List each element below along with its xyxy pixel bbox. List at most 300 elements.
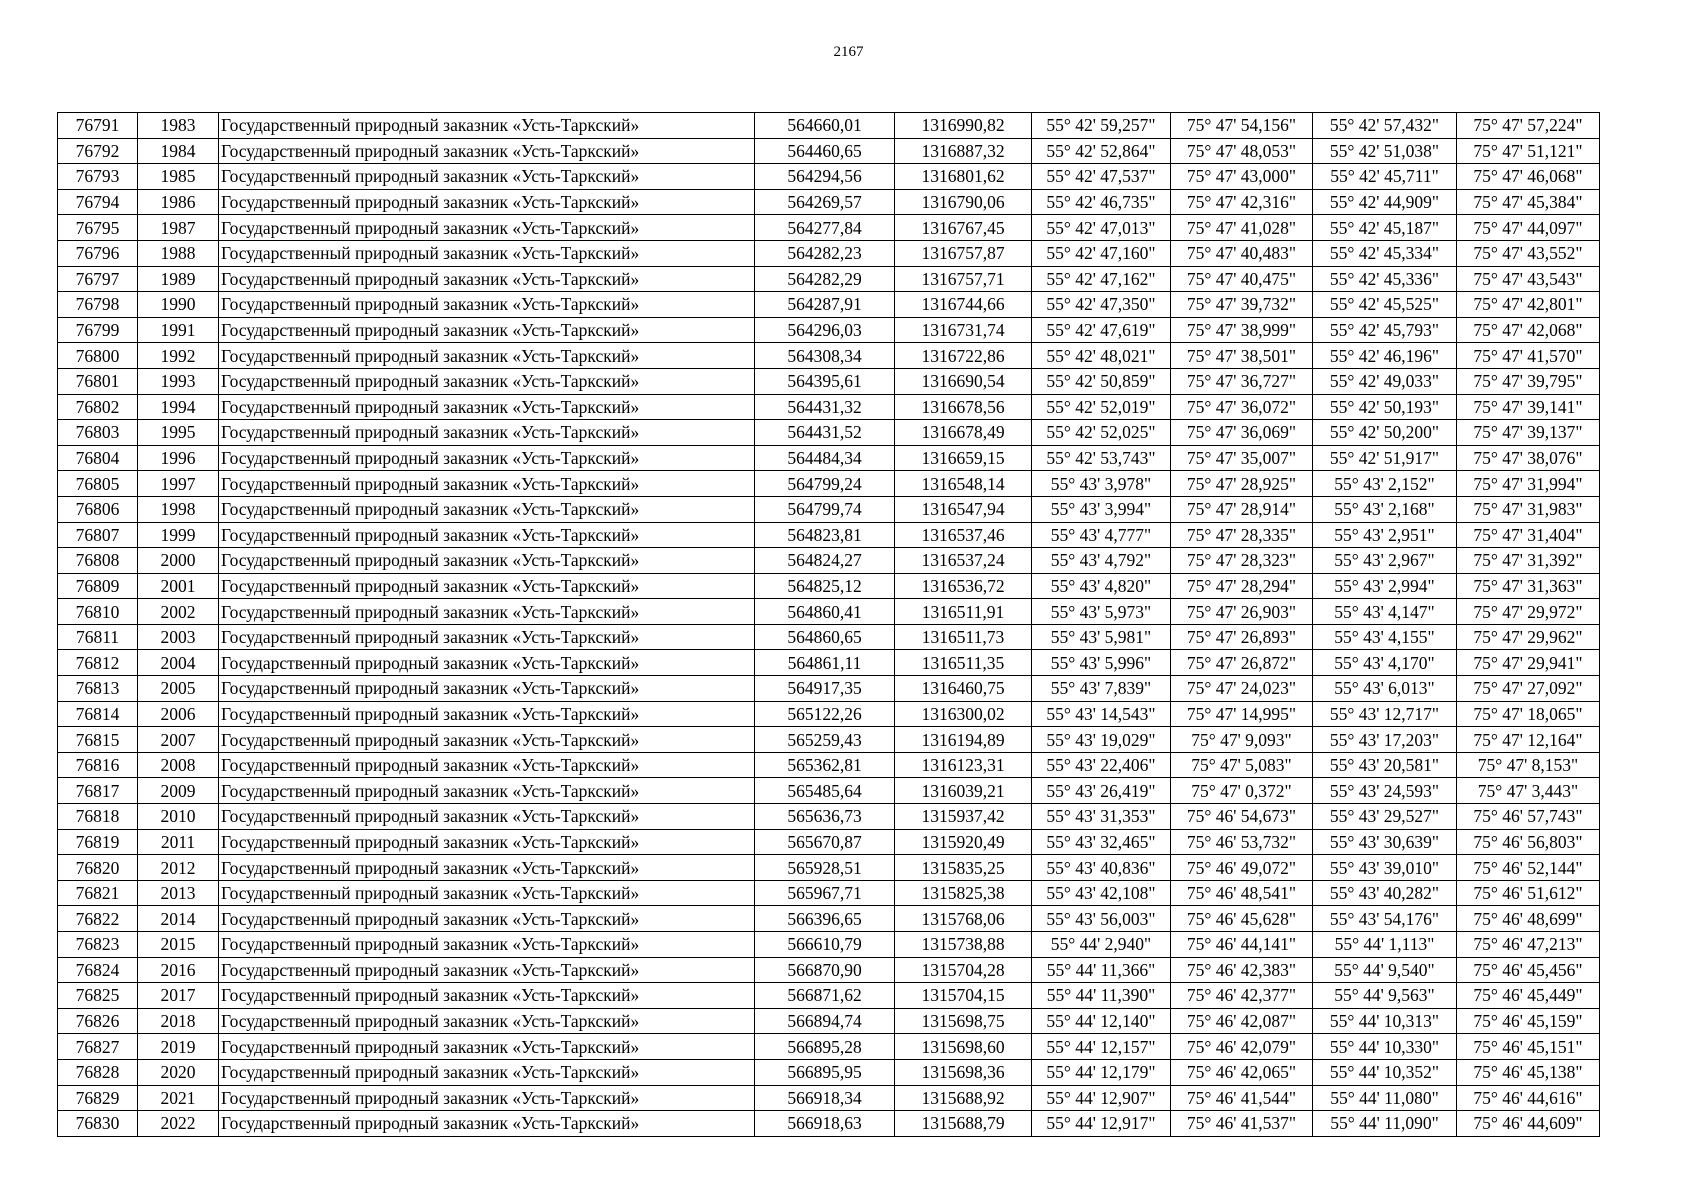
point-number-cell: 2008: [138, 752, 219, 778]
y-coordinate-cell: 1316722,86: [895, 343, 1032, 369]
row-number-cell: 76820: [58, 855, 138, 881]
latitude-1-cell: 55° 42' 47,013": [1032, 215, 1171, 241]
table-row: [58, 829, 1600, 855]
latitude-2-cell: 55° 44' 9,540": [1313, 957, 1457, 983]
point-number-cell: 2014: [138, 906, 219, 932]
longitude-1-cell: 75° 47' 40,475": [1171, 266, 1313, 292]
x-coordinate-cell: 564825,12: [755, 573, 895, 599]
x-coordinate-cell: 564860,65: [755, 624, 895, 650]
table-row: [58, 701, 1600, 727]
longitude-1-cell: 75° 46' 42,377": [1171, 983, 1313, 1009]
territory-name-cell: Государственный природный заказник «Усть-Таркский»: [219, 394, 755, 420]
row-number-cell: 76796: [58, 240, 138, 266]
longitude-2-cell: 75° 47' 8,153": [1457, 752, 1600, 778]
table-row: [58, 548, 1600, 574]
table-row: [58, 394, 1600, 420]
x-coordinate-cell: 564308,34: [755, 343, 895, 369]
longitude-1-cell: 75° 47' 36,727": [1171, 368, 1313, 394]
point-number-cell: 1995: [138, 420, 219, 446]
page-number: 2167: [833, 44, 864, 60]
latitude-1-cell: 55° 43' 5,973": [1032, 599, 1171, 625]
territory-name-cell: Государственный природный заказник «Усть-Таркский»: [219, 906, 755, 932]
table-row: [58, 471, 1600, 497]
point-number-cell: 1996: [138, 445, 219, 471]
territory-name-cell: Государственный природный заказник «Усть-Таркский»: [219, 522, 755, 548]
longitude-1-cell: 75° 47' 38,501": [1171, 343, 1313, 369]
point-number-cell: 2011: [138, 829, 219, 855]
row-number-cell: 76799: [58, 317, 138, 343]
latitude-1-cell: 55° 42' 48,021": [1032, 343, 1171, 369]
latitude-2-cell: 55° 43' 24,593": [1313, 778, 1457, 804]
point-number-cell: 2000: [138, 548, 219, 574]
territory-name-cell: Государственный природный заказник «Усть-Таркский»: [219, 855, 755, 881]
longitude-2-cell: 75° 47' 44,097": [1457, 215, 1600, 241]
y-coordinate-cell: 1316194,89: [895, 727, 1032, 753]
latitude-2-cell: 55° 42' 45,334": [1313, 240, 1457, 266]
longitude-2-cell: 75° 46' 51,612": [1457, 880, 1600, 906]
point-number-cell: 1983: [138, 113, 219, 139]
y-coordinate-cell: 1316039,21: [895, 778, 1032, 804]
y-coordinate-cell: 1315835,25: [895, 855, 1032, 881]
x-coordinate-cell: 564799,74: [755, 496, 895, 522]
x-coordinate-cell: 564294,56: [755, 164, 895, 190]
table-row: [58, 906, 1600, 932]
point-number-cell: 2012: [138, 855, 219, 881]
latitude-2-cell: 55° 43' 39,010": [1313, 855, 1457, 881]
latitude-1-cell: 55° 44' 12,917": [1032, 1111, 1171, 1137]
longitude-1-cell: 75° 47' 40,483": [1171, 240, 1313, 266]
territory-name-cell: Государственный природный заказник «Усть-Таркский»: [219, 957, 755, 983]
latitude-1-cell: 55° 43' 31,353": [1032, 804, 1171, 830]
latitude-2-cell: 55° 43' 54,176": [1313, 906, 1457, 932]
territory-name-cell: Государственный природный заказник «Усть-Таркский»: [219, 1059, 755, 1085]
longitude-2-cell: 75° 47' 31,363": [1457, 573, 1600, 599]
territory-name-cell: Государственный природный заказник «Усть-Таркский»: [219, 573, 755, 599]
y-coordinate-cell: 1316536,72: [895, 573, 1032, 599]
table-row: [58, 752, 1600, 778]
territory-name-cell: Государственный природный заказник «Усть-Таркский»: [219, 829, 755, 855]
longitude-2-cell: 75° 47' 31,994": [1457, 471, 1600, 497]
row-number-cell: 76808: [58, 548, 138, 574]
y-coordinate-cell: 1316537,46: [895, 522, 1032, 548]
longitude-2-cell: 75° 46' 57,743": [1457, 804, 1600, 830]
table-row: [58, 1008, 1600, 1034]
longitude-2-cell: 75° 47' 18,065": [1457, 701, 1600, 727]
longitude-2-cell: 75° 47' 31,983": [1457, 496, 1600, 522]
table-row: [58, 292, 1600, 318]
table-row: [58, 1034, 1600, 1060]
territory-name-cell: Государственный природный заказник «Усть-Таркский»: [219, 1085, 755, 1111]
y-coordinate-cell: 1316767,45: [895, 215, 1032, 241]
territory-name-cell: Государственный природный заказник «Усть-Таркский»: [219, 804, 755, 830]
latitude-1-cell: 55° 43' 14,543": [1032, 701, 1171, 727]
longitude-1-cell: 75° 47' 36,072": [1171, 394, 1313, 420]
territory-name-cell: Государственный природный заказник «Усть-Таркский»: [219, 189, 755, 215]
latitude-2-cell: 55° 43' 4,147": [1313, 599, 1457, 625]
latitude-2-cell: 55° 43' 20,581": [1313, 752, 1457, 778]
x-coordinate-cell: 564824,27: [755, 548, 895, 574]
row-number-cell: 76827: [58, 1034, 138, 1060]
latitude-2-cell: 55° 43' 4,170": [1313, 650, 1457, 676]
longitude-2-cell: 75° 47' 43,552": [1457, 240, 1600, 266]
longitude-2-cell: 75° 46' 44,616": [1457, 1085, 1600, 1111]
x-coordinate-cell: 566895,28: [755, 1034, 895, 1060]
x-coordinate-cell: 564269,57: [755, 189, 895, 215]
y-coordinate-cell: 1316300,02: [895, 701, 1032, 727]
row-number-cell: 76810: [58, 599, 138, 625]
longitude-1-cell: 75° 47' 38,999": [1171, 317, 1313, 343]
latitude-2-cell: 55° 44' 10,352": [1313, 1059, 1457, 1085]
row-number-cell: 76815: [58, 727, 138, 753]
y-coordinate-cell: 1316757,71: [895, 266, 1032, 292]
latitude-2-cell: 55° 44' 10,313": [1313, 1008, 1457, 1034]
longitude-2-cell: 75° 47' 31,404": [1457, 522, 1600, 548]
longitude-1-cell: 75° 47' 35,007": [1171, 445, 1313, 471]
latitude-2-cell: 55° 44' 1,113": [1313, 932, 1457, 958]
row-number-cell: 76813: [58, 676, 138, 702]
longitude-1-cell: 75° 47' 28,925": [1171, 471, 1313, 497]
territory-name-cell: Государственный природный заказник «Усть-Таркский»: [219, 701, 755, 727]
y-coordinate-cell: 1315698,60: [895, 1034, 1032, 1060]
table-row: [58, 1085, 1600, 1111]
longitude-2-cell: 75° 46' 45,449": [1457, 983, 1600, 1009]
latitude-1-cell: 55° 43' 19,029": [1032, 727, 1171, 753]
latitude-1-cell: 55° 42' 47,537": [1032, 164, 1171, 190]
y-coordinate-cell: 1316744,66: [895, 292, 1032, 318]
point-number-cell: 2013: [138, 880, 219, 906]
y-coordinate-cell: 1315688,92: [895, 1085, 1032, 1111]
coordinates-table-body: [58, 113, 1600, 1137]
latitude-1-cell: 55° 43' 22,406": [1032, 752, 1171, 778]
latitude-2-cell: 55° 42' 50,200": [1313, 420, 1457, 446]
y-coordinate-cell: 1316801,62: [895, 164, 1032, 190]
longitude-1-cell: 75° 47' 26,903": [1171, 599, 1313, 625]
table-row: [58, 496, 1600, 522]
longitude-2-cell: 75° 47' 39,795": [1457, 368, 1600, 394]
point-number-cell: 2002: [138, 599, 219, 625]
table-row: [58, 676, 1600, 702]
latitude-2-cell: 55° 44' 11,080": [1313, 1085, 1457, 1111]
territory-name-cell: Государственный природный заказник «Усть-Таркский»: [219, 1034, 755, 1060]
latitude-2-cell: 55° 42' 46,196": [1313, 343, 1457, 369]
longitude-2-cell: 75° 47' 46,068": [1457, 164, 1600, 190]
point-number-cell: 1994: [138, 394, 219, 420]
longitude-1-cell: 75° 46' 53,732": [1171, 829, 1313, 855]
x-coordinate-cell: 564431,52: [755, 420, 895, 446]
row-number-cell: 76822: [58, 906, 138, 932]
latitude-2-cell: 55° 42' 45,336": [1313, 266, 1457, 292]
latitude-1-cell: 55° 42' 47,160": [1032, 240, 1171, 266]
x-coordinate-cell: 566918,34: [755, 1085, 895, 1111]
y-coordinate-cell: 1316790,06: [895, 189, 1032, 215]
latitude-1-cell: 55° 43' 40,836": [1032, 855, 1171, 881]
row-number-cell: 76816: [58, 752, 138, 778]
latitude-2-cell: 55° 43' 4,155": [1313, 624, 1457, 650]
table-row: [58, 215, 1600, 241]
latitude-1-cell: 55° 42' 46,735": [1032, 189, 1171, 215]
longitude-1-cell: 75° 46' 45,628": [1171, 906, 1313, 932]
longitude-1-cell: 75° 47' 9,093": [1171, 727, 1313, 753]
territory-name-cell: Государственный природный заказник «Усть-Таркский»: [219, 496, 755, 522]
row-number-cell: 76812: [58, 650, 138, 676]
y-coordinate-cell: 1315698,36: [895, 1059, 1032, 1085]
latitude-2-cell: 55° 42' 45,187": [1313, 215, 1457, 241]
territory-name-cell: Государственный природный заказник «Усть-Таркский»: [219, 624, 755, 650]
territory-name-cell: Государственный природный заказник «Усть-Таркский»: [219, 983, 755, 1009]
table-row: [58, 1111, 1600, 1137]
latitude-2-cell: 55° 42' 51,917": [1313, 445, 1457, 471]
latitude-2-cell: 55° 44' 9,563": [1313, 983, 1457, 1009]
table-row: [58, 522, 1600, 548]
x-coordinate-cell: 566610,79: [755, 932, 895, 958]
y-coordinate-cell: 1315704,28: [895, 957, 1032, 983]
table-row: [58, 778, 1600, 804]
latitude-1-cell: 55° 42' 47,619": [1032, 317, 1171, 343]
point-number-cell: 1997: [138, 471, 219, 497]
territory-name-cell: Государственный природный заказник «Усть-Таркский»: [219, 317, 755, 343]
territory-name-cell: Государственный природный заказник «Усть-Таркский»: [219, 266, 755, 292]
point-number-cell: 2005: [138, 676, 219, 702]
territory-name-cell: Государственный природный заказник «Усть-Таркский»: [219, 599, 755, 625]
longitude-1-cell: 75° 47' 41,028": [1171, 215, 1313, 241]
latitude-2-cell: 55° 43' 2,967": [1313, 548, 1457, 574]
longitude-1-cell: 75° 47' 26,893": [1171, 624, 1313, 650]
longitude-1-cell: 75° 47' 28,914": [1171, 496, 1313, 522]
point-number-cell: 2020: [138, 1059, 219, 1085]
point-number-cell: 2004: [138, 650, 219, 676]
row-number-cell: 76800: [58, 343, 138, 369]
longitude-2-cell: 75° 47' 42,068": [1457, 317, 1600, 343]
longitude-2-cell: 75° 47' 39,137": [1457, 420, 1600, 446]
table-row: [58, 1059, 1600, 1085]
x-coordinate-cell: 564431,32: [755, 394, 895, 420]
x-coordinate-cell: 566871,62: [755, 983, 895, 1009]
latitude-2-cell: 55° 42' 44,909": [1313, 189, 1457, 215]
table-row: [58, 138, 1600, 164]
point-number-cell: 2022: [138, 1111, 219, 1137]
latitude-2-cell: 55° 43' 40,282": [1313, 880, 1457, 906]
point-number-cell: 2021: [138, 1085, 219, 1111]
point-number-cell: 2001: [138, 573, 219, 599]
x-coordinate-cell: 564484,34: [755, 445, 895, 471]
point-number-cell: 1992: [138, 343, 219, 369]
longitude-2-cell: 75° 47' 41,570": [1457, 343, 1600, 369]
latitude-2-cell: 55° 42' 45,525": [1313, 292, 1457, 318]
table-row: [58, 113, 1600, 139]
latitude-2-cell: 55° 43' 30,639": [1313, 829, 1457, 855]
territory-name-cell: Государственный природный заказник «Усть-Таркский»: [219, 650, 755, 676]
row-number-cell: 76794: [58, 189, 138, 215]
row-number-cell: 76819: [58, 829, 138, 855]
y-coordinate-cell: 1316537,24: [895, 548, 1032, 574]
row-number-cell: 76807: [58, 522, 138, 548]
y-coordinate-cell: 1315768,06: [895, 906, 1032, 932]
x-coordinate-cell: 564861,11: [755, 650, 895, 676]
row-number-cell: 76814: [58, 701, 138, 727]
latitude-2-cell: 55° 43' 2,951": [1313, 522, 1457, 548]
x-coordinate-cell: 565485,64: [755, 778, 895, 804]
y-coordinate-cell: 1315937,42: [895, 804, 1032, 830]
point-number-cell: 1998: [138, 496, 219, 522]
longitude-2-cell: 75° 46' 48,699": [1457, 906, 1600, 932]
table-row: [58, 599, 1600, 625]
table-row: [58, 317, 1600, 343]
latitude-2-cell: 55° 43' 2,152": [1313, 471, 1457, 497]
longitude-2-cell: 75° 47' 45,384": [1457, 189, 1600, 215]
x-coordinate-cell: 564395,61: [755, 368, 895, 394]
latitude-2-cell: 55° 44' 10,330": [1313, 1034, 1457, 1060]
territory-name-cell: Государственный природный заказник «Усть-Таркский»: [219, 676, 755, 702]
row-number-cell: 76821: [58, 880, 138, 906]
longitude-2-cell: 75° 46' 45,159": [1457, 1008, 1600, 1034]
point-number-cell: 2019: [138, 1034, 219, 1060]
longitude-2-cell: 75° 46' 47,213": [1457, 932, 1600, 958]
table-row: [58, 343, 1600, 369]
y-coordinate-cell: 1316690,54: [895, 368, 1032, 394]
table-row: [58, 240, 1600, 266]
row-number-cell: 76811: [58, 624, 138, 650]
x-coordinate-cell: 565259,43: [755, 727, 895, 753]
y-coordinate-cell: 1316511,35: [895, 650, 1032, 676]
point-number-cell: 1991: [138, 317, 219, 343]
x-coordinate-cell: 565122,26: [755, 701, 895, 727]
longitude-1-cell: 75° 47' 39,732": [1171, 292, 1313, 318]
x-coordinate-cell: 564296,03: [755, 317, 895, 343]
row-number-cell: 76825: [58, 983, 138, 1009]
longitude-2-cell: 75° 46' 45,151": [1457, 1034, 1600, 1060]
table-row: [58, 420, 1600, 446]
y-coordinate-cell: 1316511,91: [895, 599, 1032, 625]
point-number-cell: 1985: [138, 164, 219, 190]
territory-name-cell: Государственный природный заказник «Усть-Таркский»: [219, 240, 755, 266]
territory-name-cell: Государственный природный заказник «Усть-Таркский»: [219, 1008, 755, 1034]
latitude-1-cell: 55° 43' 4,820": [1032, 573, 1171, 599]
territory-name-cell: Государственный природный заказник «Усть-Таркский»: [219, 215, 755, 241]
territory-name-cell: Государственный природный заказник «Усть-Таркский»: [219, 752, 755, 778]
row-number-cell: 76829: [58, 1085, 138, 1111]
latitude-1-cell: 55° 44' 12,179": [1032, 1059, 1171, 1085]
longitude-2-cell: 75° 46' 45,138": [1457, 1059, 1600, 1085]
table-row: [58, 266, 1600, 292]
table-row: [58, 445, 1600, 471]
latitude-1-cell: 55° 42' 47,162": [1032, 266, 1171, 292]
y-coordinate-cell: 1315825,38: [895, 880, 1032, 906]
latitude-1-cell: 55° 42' 47,350": [1032, 292, 1171, 318]
latitude-2-cell: 55° 42' 45,711": [1313, 164, 1457, 190]
longitude-1-cell: 75° 47' 43,000": [1171, 164, 1313, 190]
row-number-cell: 76792: [58, 138, 138, 164]
point-number-cell: 2015: [138, 932, 219, 958]
point-number-cell: 1987: [138, 215, 219, 241]
latitude-1-cell: 55° 43' 56,003": [1032, 906, 1171, 932]
table-row: [58, 650, 1600, 676]
row-number-cell: 76791: [58, 113, 138, 139]
point-number-cell: 2010: [138, 804, 219, 830]
coordinates-table: [57, 112, 1600, 1137]
y-coordinate-cell: 1316460,75: [895, 676, 1032, 702]
row-number-cell: 76824: [58, 957, 138, 983]
x-coordinate-cell: 564917,35: [755, 676, 895, 702]
y-coordinate-cell: 1315920,49: [895, 829, 1032, 855]
longitude-2-cell: 75° 47' 51,121": [1457, 138, 1600, 164]
latitude-2-cell: 55° 43' 6,013": [1313, 676, 1457, 702]
y-coordinate-cell: 1316547,94: [895, 496, 1032, 522]
latitude-2-cell: 55° 42' 51,038": [1313, 138, 1457, 164]
x-coordinate-cell: 564282,29: [755, 266, 895, 292]
latitude-1-cell: 55° 44' 11,366": [1032, 957, 1171, 983]
x-coordinate-cell: 565967,71: [755, 880, 895, 906]
y-coordinate-cell: 1316678,49: [895, 420, 1032, 446]
table-row: [58, 880, 1600, 906]
row-number-cell: 76804: [58, 445, 138, 471]
territory-name-cell: Государственный природный заказник «Усть-Таркский»: [219, 548, 755, 574]
table-row: [58, 957, 1600, 983]
point-number-cell: 2003: [138, 624, 219, 650]
territory-name-cell: Государственный природный заказник «Усть-Таркский»: [219, 292, 755, 318]
longitude-1-cell: 75° 47' 54,156": [1171, 113, 1313, 139]
y-coordinate-cell: 1315698,75: [895, 1008, 1032, 1034]
territory-name-cell: Государственный природный заказник «Усть-Таркский»: [219, 727, 755, 753]
longitude-1-cell: 75° 47' 48,053": [1171, 138, 1313, 164]
territory-name-cell: Государственный природный заказник «Усть-Таркский»: [219, 1111, 755, 1137]
row-number-cell: 76806: [58, 496, 138, 522]
point-number-cell: 2006: [138, 701, 219, 727]
longitude-1-cell: 75° 47' 24,023": [1171, 676, 1313, 702]
territory-name-cell: Государственный природный заказник «Усть-Таркский»: [219, 880, 755, 906]
longitude-2-cell: 75° 47' 38,076": [1457, 445, 1600, 471]
row-number-cell: 76803: [58, 420, 138, 446]
y-coordinate-cell: 1315688,79: [895, 1111, 1032, 1137]
latitude-2-cell: 55° 43' 12,717": [1313, 701, 1457, 727]
latitude-2-cell: 55° 43' 17,203": [1313, 727, 1457, 753]
row-number-cell: 76818: [58, 804, 138, 830]
territory-name-cell: Государственный природный заказник «Усть-Таркский»: [219, 138, 755, 164]
longitude-2-cell: 75° 47' 29,941": [1457, 650, 1600, 676]
latitude-1-cell: 55° 43' 3,994": [1032, 496, 1171, 522]
table-row: [58, 727, 1600, 753]
longitude-1-cell: 75° 46' 42,079": [1171, 1034, 1313, 1060]
longitude-1-cell: 75° 47' 28,323": [1171, 548, 1313, 574]
latitude-2-cell: 55° 43' 2,168": [1313, 496, 1457, 522]
longitude-2-cell: 75° 46' 44,609": [1457, 1111, 1600, 1137]
x-coordinate-cell: 564282,23: [755, 240, 895, 266]
latitude-1-cell: 55° 43' 32,465": [1032, 829, 1171, 855]
y-coordinate-cell: 1316678,56: [895, 394, 1032, 420]
latitude-1-cell: 55° 43' 5,996": [1032, 650, 1171, 676]
latitude-2-cell: 55° 42' 57,432": [1313, 113, 1457, 139]
point-number-cell: 1986: [138, 189, 219, 215]
latitude-2-cell: 55° 43' 2,994": [1313, 573, 1457, 599]
x-coordinate-cell: 566894,74: [755, 1008, 895, 1034]
row-number-cell: 76809: [58, 573, 138, 599]
territory-name-cell: Государственный природный заказник «Усть-Таркский»: [219, 420, 755, 446]
x-coordinate-cell: 564823,81: [755, 522, 895, 548]
latitude-1-cell: 55° 42' 52,025": [1032, 420, 1171, 446]
latitude-1-cell: 55° 42' 52,864": [1032, 138, 1171, 164]
y-coordinate-cell: 1316757,87: [895, 240, 1032, 266]
row-number-cell: 76801: [58, 368, 138, 394]
longitude-1-cell: 75° 46' 49,072": [1171, 855, 1313, 881]
point-number-cell: 2009: [138, 778, 219, 804]
x-coordinate-cell: 564799,24: [755, 471, 895, 497]
row-number-cell: 76828: [58, 1059, 138, 1085]
latitude-2-cell: 55° 42' 49,033": [1313, 368, 1457, 394]
x-coordinate-cell: 564277,84: [755, 215, 895, 241]
x-coordinate-cell: 564460,65: [755, 138, 895, 164]
row-number-cell: 76795: [58, 215, 138, 241]
latitude-1-cell: 55° 43' 42,108": [1032, 880, 1171, 906]
longitude-1-cell: 75° 46' 42,383": [1171, 957, 1313, 983]
